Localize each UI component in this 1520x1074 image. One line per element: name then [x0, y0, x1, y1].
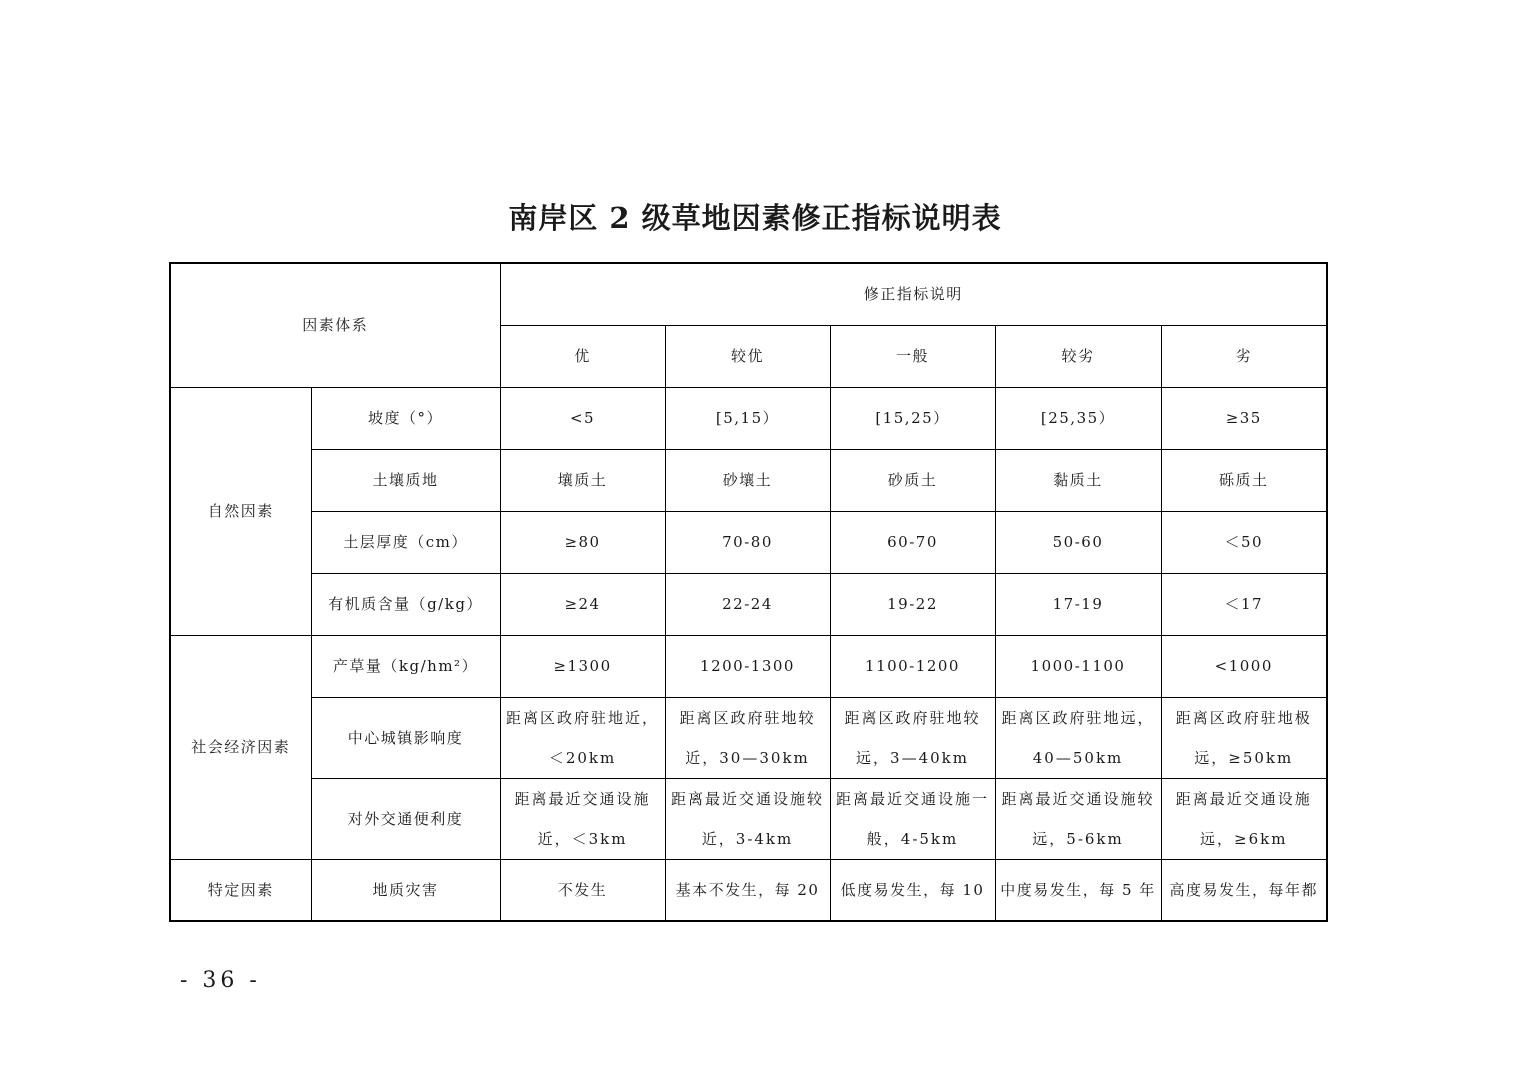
table-cell: 距离最近交通设施近，＜3km	[500, 778, 665, 859]
grade-header: 劣	[1161, 325, 1327, 387]
table-row	[170, 387, 1327, 449]
table-cell: 70-80	[665, 511, 830, 573]
table-cell: 60-70	[830, 511, 995, 573]
header-row	[170, 263, 1327, 325]
table-cell: ≥1300	[500, 635, 665, 697]
table-cell: 高度易发生，每年都	[1161, 859, 1327, 921]
table-cell: <1000	[1161, 635, 1327, 697]
table-cell: 黏质土	[995, 449, 1161, 511]
factor-label: 土壤质地	[311, 449, 500, 511]
grade-header: 优	[500, 325, 665, 387]
table-cell: 1100-1200	[830, 635, 995, 697]
table-cell: 壤质土	[500, 449, 665, 511]
indicator-description-header: 修正指标说明	[500, 263, 1327, 325]
table-row	[170, 778, 1327, 859]
grade-header: 较劣	[995, 325, 1161, 387]
table-cell: [15,25）	[830, 387, 995, 449]
table-cell: 50-60	[995, 511, 1161, 573]
table-cell: 1200-1300	[665, 635, 830, 697]
table-cell: 17-19	[995, 573, 1161, 635]
table-cell: ＜50	[1161, 511, 1327, 573]
table-cell: 低度易发生，每 10	[830, 859, 995, 921]
table-cell: 距离最近交通设施较近，3-4km	[665, 778, 830, 859]
table-row	[170, 697, 1327, 778]
factor-label: 对外交通便利度	[311, 778, 500, 859]
table-row	[170, 573, 1327, 635]
table-cell: 距离区政府驻地极远，≥50km	[1161, 697, 1327, 778]
table-cell: 不发生	[500, 859, 665, 921]
table-cell: 基本不发生，每 20	[665, 859, 830, 921]
table-cell: [5,15）	[665, 387, 830, 449]
factor-label: 地质灾害	[311, 859, 500, 921]
factor-label: 坡度（°）	[311, 387, 500, 449]
table-cell: 距离区政府驻地较远，3—40km	[830, 697, 995, 778]
table-cell: 19-22	[830, 573, 995, 635]
factor-label: 土层厚度（cm）	[311, 511, 500, 573]
table-cell: ≥80	[500, 511, 665, 573]
group-label: 特定因素	[170, 859, 311, 921]
factor-system-header: 因素体系	[170, 263, 500, 387]
table-cell: 距离区政府驻地较近，30—30km	[665, 697, 830, 778]
table-cell: 距离最近交通设施一般，4-5km	[830, 778, 995, 859]
table-cell: 砂壤土	[665, 449, 830, 511]
factor-correction-table	[169, 262, 1328, 922]
table-cell: 1000-1100	[995, 635, 1161, 697]
table-cell: ≥35	[1161, 387, 1327, 449]
group-label: 自然因素	[170, 387, 311, 635]
factor-label: 产草量（kg/hm²）	[311, 635, 500, 697]
table-row	[170, 859, 1327, 921]
table-cell: 距离最近交通设施远，≥6km	[1161, 778, 1327, 859]
table-row	[170, 635, 1327, 697]
factor-label: 中心城镇影响度	[311, 697, 500, 778]
table-cell: 砂质土	[830, 449, 995, 511]
table-cell: ≥24	[500, 573, 665, 635]
table-cell: [25,35）	[995, 387, 1161, 449]
page-title: 南岸区 2 级草地因素修正指标说明表	[508, 201, 1002, 235]
table-cell: <5	[500, 387, 665, 449]
factor-label: 有机质含量（g/kg）	[311, 573, 500, 635]
table-cell: 距离区政府驻地远，40—50km	[995, 697, 1161, 778]
table-cell: 22-24	[665, 573, 830, 635]
table-row	[170, 511, 1327, 573]
group-label: 社会经济因素	[170, 635, 311, 859]
table-cell: 距离区政府驻地近，＜20km	[500, 697, 665, 778]
table-cell: ＜17	[1161, 573, 1327, 635]
grade-header: 较优	[665, 325, 830, 387]
table-cell: 砾质土	[1161, 449, 1327, 511]
table-cell: 中度易发生，每 5 年	[995, 859, 1161, 921]
page-number: - 36 -	[180, 968, 261, 993]
table-cell: 距离最近交通设施较远，5-6km	[995, 778, 1161, 859]
table-row	[170, 449, 1327, 511]
grade-header: 一般	[830, 325, 995, 387]
